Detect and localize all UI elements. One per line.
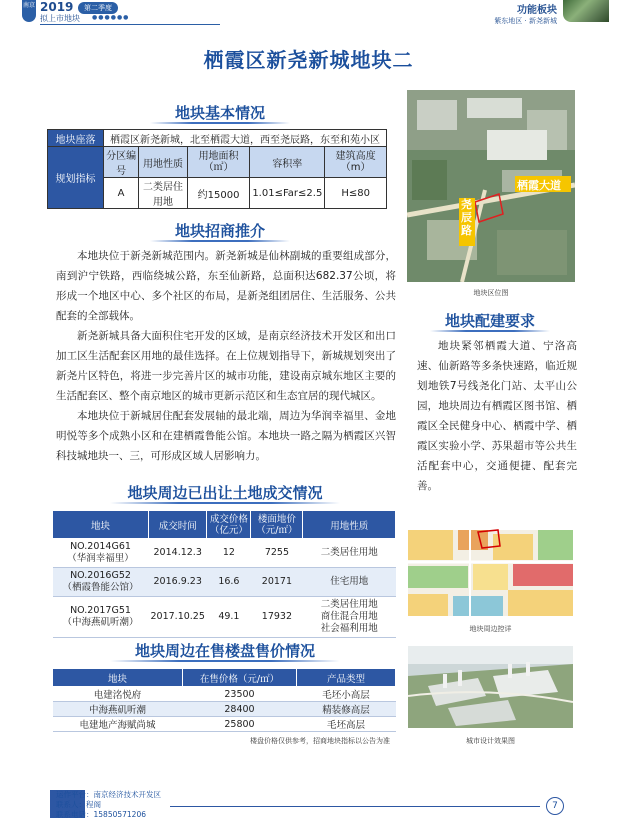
use-cell: 二类居住用地	[303, 539, 396, 568]
value-far: 1.01≤Far≤2.5	[250, 178, 325, 209]
zoning-map	[408, 516, 573, 616]
sale-price-cell: 23500	[183, 687, 297, 702]
promo-paragraph-3: 本地块位于新城居住配套发展轴的最北端，周边为华润幸福里、金地明悦等多个成熟小区和在建栖霞鲁能公馆。本地块一路之隔为栖霞区兴智科技城地块一、三，可形成区域人居影响力。	[56, 410, 396, 462]
transactions-table	[52, 510, 396, 638]
header-section-title: 功能板块	[517, 5, 557, 16]
date-cell: 2016.9.23	[149, 568, 207, 597]
page-title: 栖霞区新尧新城地块二	[203, 48, 414, 72]
location-value: 栖霞区新尧新城，北至栖霞大道，西至尧辰路，东至和苑小区	[104, 130, 387, 147]
plot-name: （中海燕矶听潮）	[62, 617, 139, 628]
value-height: H≤80	[325, 178, 387, 209]
footer-divider	[170, 806, 540, 807]
sale-price-cell: 28400	[183, 702, 297, 717]
basic-info-table	[47, 129, 387, 209]
location-label: 地块座落	[48, 130, 104, 147]
sales-header-row	[53, 669, 396, 687]
sale-type-cell: 毛坯高层	[297, 717, 396, 732]
plot-code: NO.2017G51	[70, 605, 131, 616]
promo-heading-underline	[150, 240, 290, 242]
use-line-1: 二类居住用地	[320, 599, 378, 610]
header-section	[494, 1, 557, 26]
use-cell	[303, 597, 396, 638]
transactions-header-row	[53, 511, 396, 539]
sale-plot-cell: 电建地产海赋尚城	[53, 717, 183, 732]
th-price: 成交价格（亿元）	[207, 511, 251, 539]
map2-caption: 地块周边控详	[469, 625, 512, 633]
footer-contact-person: 联系人：程阁	[56, 800, 101, 809]
header-dots: ●●●●●●	[92, 14, 130, 21]
transactions-heading: 地块周边已出让土地成交情况	[127, 484, 323, 502]
value-use: 二类居住用地	[139, 178, 188, 209]
road-label-yaochen: 尧辰路	[461, 198, 472, 237]
promo-heading: 地块招商推介	[174, 222, 265, 240]
header-year: 2019	[40, 0, 74, 14]
sales-table	[52, 668, 396, 732]
footer-contact	[56, 790, 161, 818]
price-cell: 16.6	[207, 568, 251, 597]
header-section-sub: 紫东地区 · 新尧新城	[494, 17, 557, 25]
support-heading-underline	[430, 330, 550, 332]
transactions-heading-underline	[110, 502, 340, 504]
date-cell: 2014.12.3	[149, 539, 207, 568]
sale-plot-cell: 中海燕矶听潮	[53, 702, 183, 717]
sale-price-cell: 25800	[183, 717, 297, 732]
page-number: 7	[546, 797, 564, 815]
col-far: 容积率	[250, 147, 325, 178]
th-sale-type: 产品类型	[297, 669, 396, 687]
use-line-2: 商住混合用地	[320, 611, 378, 622]
floor-price-cell: 7255	[251, 539, 303, 568]
table-row	[53, 702, 396, 717]
price-cell: 12	[207, 539, 251, 568]
plot-cell	[53, 568, 149, 597]
basic-heading: 地块基本情况	[174, 104, 265, 122]
sale-type-cell: 毛坯小高层	[297, 687, 396, 702]
location-row	[48, 130, 387, 147]
header-divider	[40, 24, 220, 25]
th-sale-price: 在售价格（元/㎡）	[183, 669, 297, 687]
indicator-header-row	[48, 147, 387, 178]
date-cell: 2017.10.25	[149, 597, 207, 638]
location-aerial-map	[407, 90, 575, 282]
col-zone: 分区编号	[104, 147, 139, 178]
col-area: 用地面积（㎡）	[187, 147, 250, 178]
plot-code: NO.2014G61	[70, 541, 131, 552]
floor-price-cell: 17932	[251, 597, 303, 638]
table-row	[53, 597, 396, 638]
col-use: 用地性质	[139, 147, 188, 178]
support-heading: 地块配建要求	[444, 312, 535, 330]
header-quarter: 第二季度	[78, 2, 118, 14]
page-header	[0, 0, 617, 26]
plot-code: NO.2016G52	[70, 570, 131, 581]
col-height: 建筑高度（m）	[325, 147, 387, 178]
sale-type-cell: 精装修高层	[297, 702, 396, 717]
logo-badge: 南京	[22, 0, 36, 22]
use-cell: 住宅用地	[303, 568, 396, 597]
sale-plot-cell: 电建洺悦府	[53, 687, 183, 702]
plot-name: （华润幸福里）	[67, 553, 134, 564]
floor-price-cell: 20171	[251, 568, 303, 597]
promo-paragraph-1: 本地块位于新尧新城范围内。新尧新城是仙林副城的重要组成部分，南到沪宁铁路，西临绕城公路，东至仙新路，总面积达682.37公顷，将形成一个地区中心、多个社区的布局，是新尧组团居住、生活服务、公共配套的全部载体。	[56, 250, 396, 322]
sales-heading-underline	[110, 660, 340, 662]
basic-heading-underline	[150, 122, 290, 124]
indicator-label: 规划指标	[48, 147, 104, 209]
th-date: 成交时间	[149, 511, 207, 539]
table-row	[53, 687, 396, 702]
table-row	[53, 539, 396, 568]
table-row	[53, 717, 396, 732]
header-subtitle: 拟上市地块	[40, 14, 80, 23]
promo-paragraph-2: 新尧新城具备大面积住宅开发的区域，是南京经济技术开发区和出口加工区生活配套区用地的最佳选择。在上位规划指导下，新城规划突出了新尧片区特色，将进一步完善片区的城市功能，建设南京城东地区主要的生活配套区、整个南京地区的城市更新示范区和生态宜居的现代城区。	[56, 330, 396, 402]
use-line-3: 社会福利用地	[320, 623, 378, 634]
support-paragraph: 地块紧邻栖霞大道、宁洛高速、仙新路等多条快速路，临近规划地铁7号线尧化门站、太平山公园，地块周边有栖霞区图书馆、栖霞区全民健身中心、栖霞中学、栖霞区实验小学、苏果超市等公共生活配套中心，交通便捷、配套完善。	[417, 340, 577, 492]
th-use: 用地性质	[303, 511, 396, 539]
plot-cell	[53, 539, 149, 568]
footer-platform: 运作平台：南京经济技术开发区	[56, 790, 161, 799]
map1-caption: 地块区位图	[473, 289, 509, 297]
plot-cell	[53, 597, 149, 638]
th-floor-price: 楼面地价（元/㎡）	[251, 511, 303, 539]
th-plot: 地块	[53, 511, 149, 539]
plot-name: （栖霞鲁能公馆）	[62, 582, 139, 593]
table-row	[53, 568, 396, 597]
value-zone: A	[104, 178, 139, 209]
th-sale-plot: 地块	[53, 669, 183, 687]
value-area: 约15000	[187, 178, 250, 209]
footer-phone: 联系电话：15850571206	[56, 810, 146, 818]
map3-caption: 城市设计效果图	[466, 737, 515, 745]
header-thumbnail	[563, 0, 609, 22]
sales-heading: 地块周边在售楼盘售价情况	[134, 642, 315, 660]
sales-note: 楼盘价格仅供参考，招商地块指标以公告为准	[250, 737, 390, 745]
urban-design-rendering	[408, 646, 573, 728]
price-cell: 49.1	[207, 597, 251, 638]
road-label-qixia: 栖霞大道	[517, 179, 561, 192]
